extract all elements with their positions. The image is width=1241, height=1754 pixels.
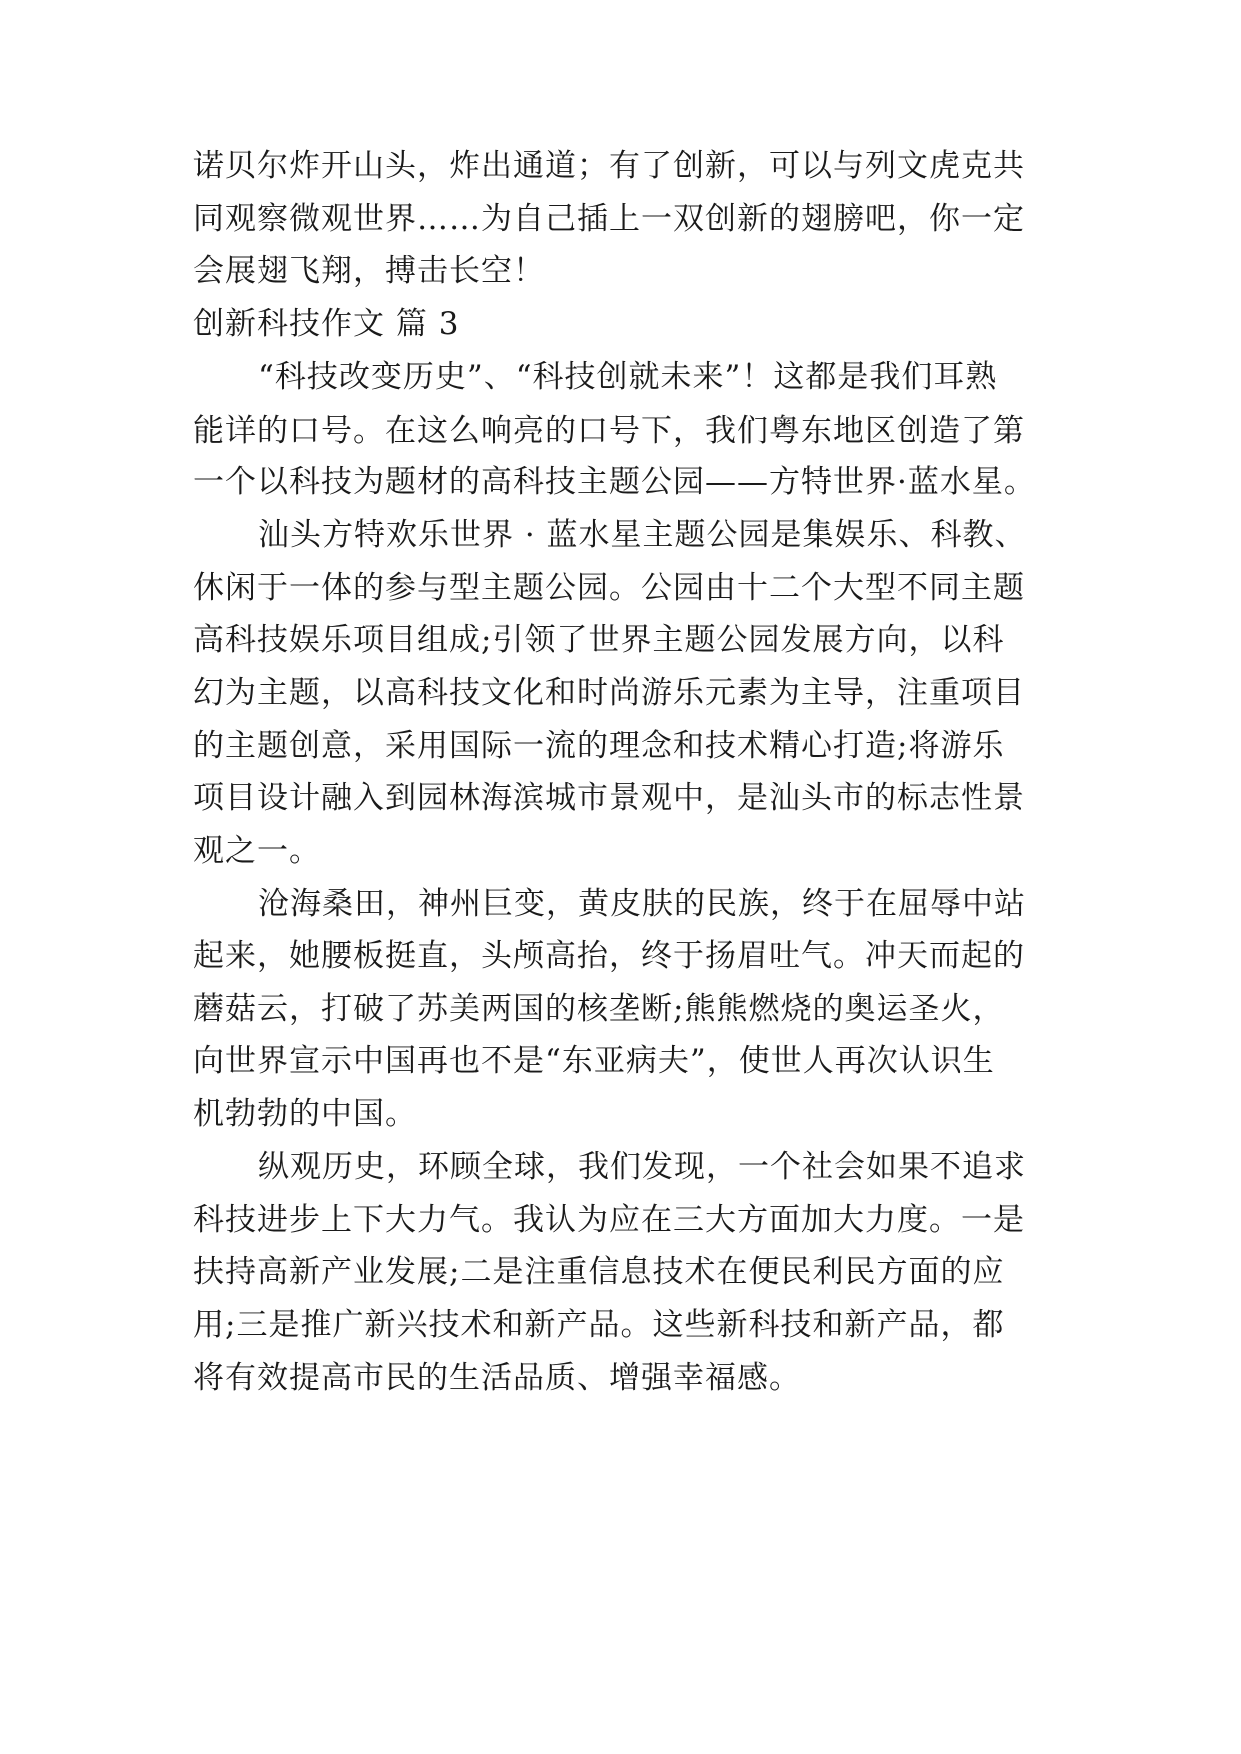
text-line: 扶持高新产业发展;二是注重信息技术在便民利民方面的应: [193, 1254, 1005, 1290]
text-line: 向世界宣示中国再也不是“东亚病夫”，使世人再次认识生: [193, 1043, 995, 1079]
text-line: 科技进步上下大力气。我认为应在三大方面加大力度。一是: [193, 1202, 1025, 1238]
section-heading: 创新科技作文 篇 3: [193, 306, 460, 342]
text-line: 幻为主题，以高科技文化和时尚游乐元素为主导，注重项目: [193, 675, 1025, 711]
text-line: 用;三是推广新兴技术和新产品。这些新科技和新产品，都: [193, 1307, 1005, 1343]
paragraph-start-line: 纵观历史，环顾全球，我们发现，一个社会如果不追求: [258, 1149, 1026, 1185]
text-line: 项目设计融入到园林海滨城市景观中，是汕头市的标志性景: [193, 780, 1025, 816]
text-line: 高科技娱乐项目组成;引领了世界主题公园发展方向，以科: [193, 622, 1005, 658]
text-line: 能详的口号。在这么响亮的口号下，我们粤东地区创造了第: [193, 413, 1025, 449]
text-line: 会展翅飞翔，搏击长空！: [193, 253, 545, 289]
paragraph-start-line: 汕头方特欢乐世界 · 蓝水星主题公园是集娱乐、科教、: [258, 517, 1027, 553]
text-line: 蘑菇云，打破了苏美两国的核垄断;熊熊燃烧的奥运圣火，: [193, 991, 1005, 1027]
text-line: 起来，她腰板挺直，头颅高抬，终于扬眉吐气。冲天而起的: [193, 938, 1025, 974]
paragraph-start-line: “科技改变历史”、“科技创就未来”！这都是我们耳熟: [258, 359, 998, 395]
paragraph-start-line: 沧海桑田，神州巨变，黄皮肤的民族，终于在屈辱中站: [258, 886, 1026, 922]
text-line: 机勃勃的中国。: [193, 1096, 417, 1132]
text-line: 诺贝尔炸开山头，炸出通道；有了创新，可以与列文虎克共: [193, 148, 1025, 184]
text-line: 同观察微观世界……为自己插上一双创新的翅膀吧，你一定: [193, 201, 1025, 237]
text-line: 的主题创意，采用国际一流的理念和技术精心打造;将游乐: [193, 728, 1005, 764]
text-line: 观之一。: [193, 833, 321, 869]
text-line: 一个以科技为题材的高科技主题公园——方特世界·蓝水星。: [193, 464, 1036, 500]
text-line: 休闲于一体的参与型主题公园。公园由十二个大型不同主题: [193, 570, 1025, 606]
text-line: 将有效提高市民的生活品质、增强幸福感。: [193, 1360, 801, 1396]
